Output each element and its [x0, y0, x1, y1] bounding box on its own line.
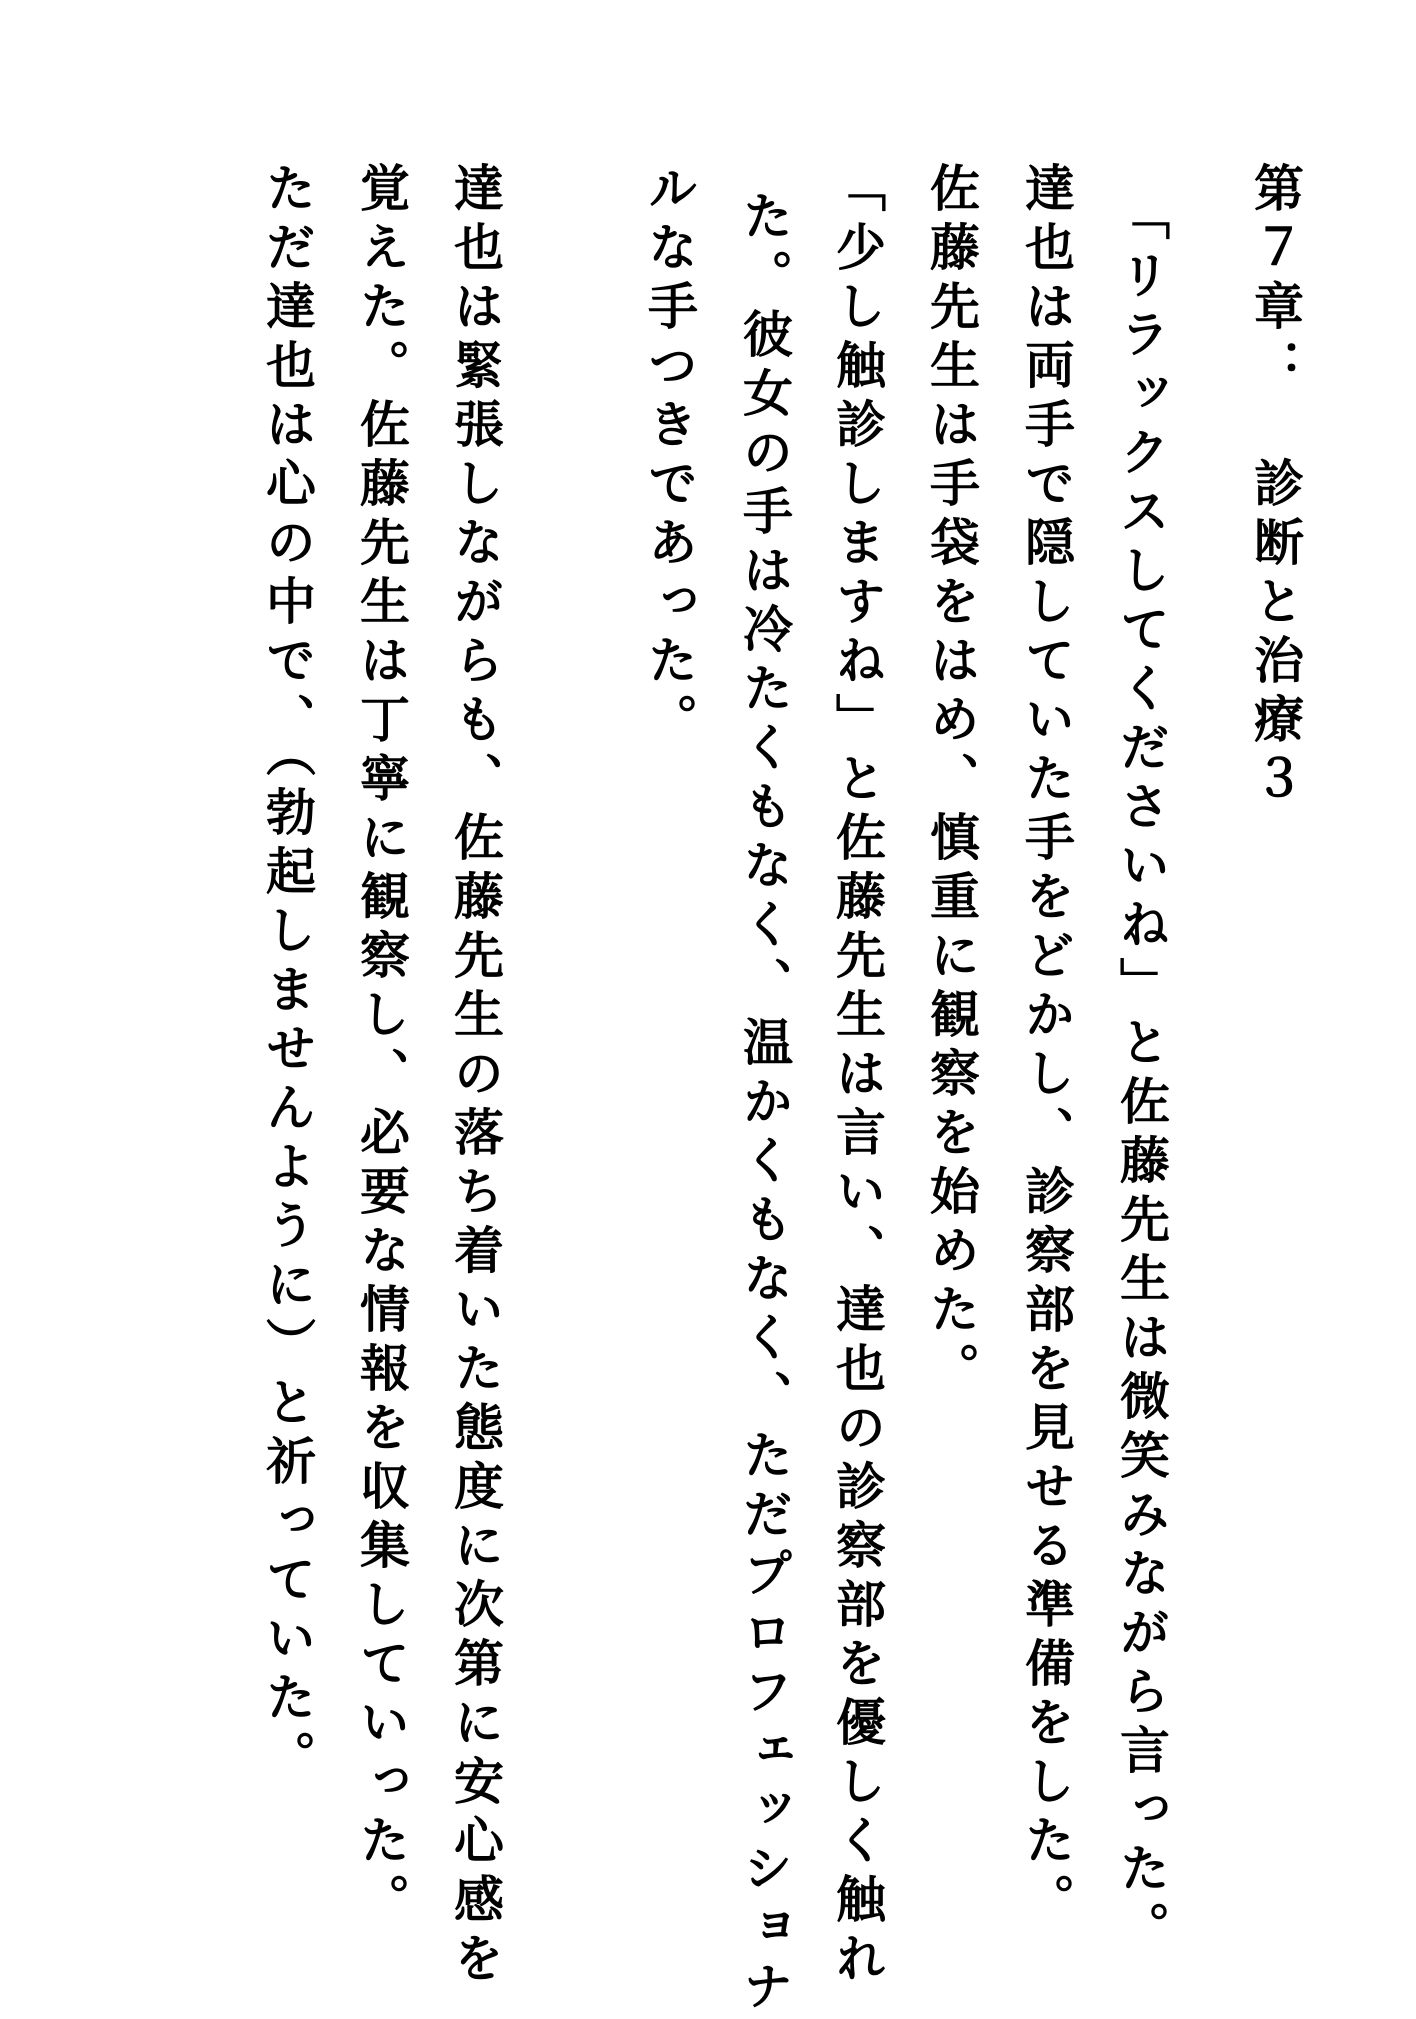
- text-column-9: ただ達也は心の中で、（勃起しませんように）と祈っていた。: [258, 162, 316, 1789]
- text-column-6: ルな手つきであった。: [640, 162, 698, 752]
- text-column-3: 佐藤先生は手袋をはめ、慎重に観察を始めた。: [922, 162, 980, 1401]
- text-column-8: 覚えた。佐藤先生は丁寧に観察し、必要な情報を収集していった。: [352, 162, 410, 1932]
- text-column-1: 「リラックスしてくださいね」と佐藤先生は微笑みながら言った。: [1112, 190, 1170, 1960]
- text-column-5: た。彼女の手は冷たくもなく、温かくもなく、ただプロフェッショナ: [735, 190, 793, 2019]
- text-column-2: 達也は両手で隠していた手をどかし、診察部を見せる準備をした。: [1017, 162, 1075, 1932]
- text-column-7: 達也は緊張しながらも、佐藤先生の落ち着いた態度に次第に安心感を: [446, 162, 504, 1991]
- chapter-title: 第７章： 診断と治療３: [1246, 162, 1304, 811]
- text-column-4: 「少し触診しますね」と佐藤先生は言い、達也の診察部を優しく触れ: [828, 162, 886, 1991]
